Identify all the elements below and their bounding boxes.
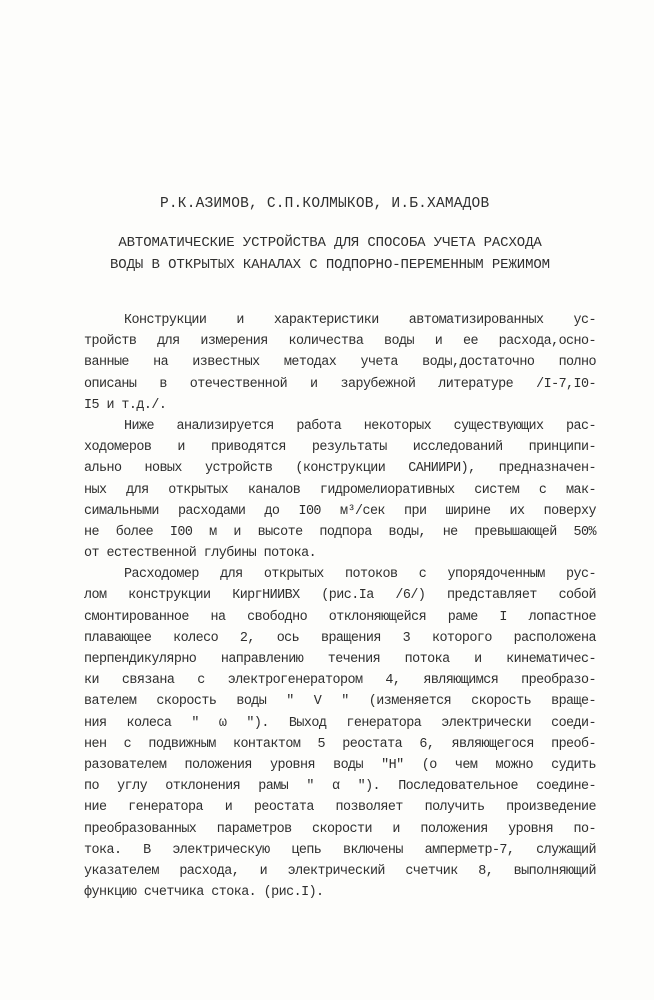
body-line: описаны в отечественной и зарубежной литературе /I-7,I0- bbox=[84, 376, 596, 392]
body-line: тройств для измерения количества воды и ее расхода,осно- bbox=[84, 334, 596, 350]
body-line: смонтированное на свободно отклоняющейся раме I лопастное bbox=[84, 609, 596, 625]
authors-line: Р.К.АЗИМОВ, С.П.КОЛМЫКОВ, И.Б.ХАМАДОВ bbox=[160, 196, 490, 212]
body-line: ванные на известных методах учета воды,достаточно полно bbox=[84, 355, 596, 371]
body-line: Ниже анализируется работа некоторых существующих рас- bbox=[124, 418, 596, 434]
title-line-1: АВТОМАТИЧЕСКИЕ УСТРОЙСТВА ДЛЯ СПОСОБА УЧЕТА РАСХОДА bbox=[118, 235, 542, 251]
body-line: Расходомер для открытых потоков с упорядоченным рус- bbox=[124, 567, 596, 583]
body-line: плавающее колесо 2, ось вращения 3 которого расположена bbox=[84, 630, 596, 646]
body-line: Конструкции и характеристики автоматизированных ус- bbox=[124, 313, 596, 328]
body-line: преобразованных параметров скорости и положения уровня по- bbox=[84, 821, 596, 837]
body-line: I5 и т.д./. bbox=[84, 397, 167, 413]
body-line: тока. В электрическую цепь включены амперметр-7, служащий bbox=[84, 842, 596, 858]
body-line: перпендикулярно направлению течения потока и кинематичес- bbox=[84, 652, 596, 667]
body-line: вателем скорость воды " V " (изменяется скорость враще- bbox=[84, 694, 596, 710]
body-line: по углу отклонения рамы " α "). Последовательное соедине- bbox=[84, 779, 596, 795]
body-line: нен с подвижным контактом 5 реостата 6, являющегося преоб- bbox=[84, 736, 596, 752]
body-line: ние генератора и реостата позволяет получить произведение bbox=[84, 800, 596, 816]
body-line: ально новых устройств (конструкции САНИИРИ), предназначен- bbox=[84, 461, 596, 477]
body-line: лом конструкции КиргНИИВХ (рис.Iа /6/) представляет собой bbox=[84, 588, 596, 604]
body-line: ходомеров и приводятся результаты исследований принципи- bbox=[84, 440, 596, 456]
title-line-2: ВОДЫ В ОТКРЫТЫХ КАНАЛАХ С ПОДПОРНО-ПЕРЕМЕННЫМ РЕЖИМОМ bbox=[110, 257, 550, 273]
body-line: симальными расходами до I00 м³/сек при ширине их поверху bbox=[84, 503, 596, 519]
body-line: ных для открытых каналов гидромелиоративных систем с мак- bbox=[84, 482, 596, 498]
body-line: ки связана с электрогенератором 4, являющимся преобразо- bbox=[84, 673, 596, 689]
body-line: разователем положения уровня воды "Н" (о чем можно судить bbox=[84, 757, 596, 773]
body-line: не более I00 м и высоте подпора воды, не превышающей 50% bbox=[84, 524, 596, 540]
body-text bbox=[84, 310, 596, 903]
body-line: от естественной глубины потока. bbox=[84, 546, 317, 562]
body-line: указателем расхода, и электрический счетчик 8, выполняющий bbox=[84, 863, 596, 879]
body-line: функцию счетчика стока. (рис.I). bbox=[84, 885, 324, 901]
body-line: ния колеса " ω "). Выход генератора электрически соеди- bbox=[84, 715, 596, 731]
